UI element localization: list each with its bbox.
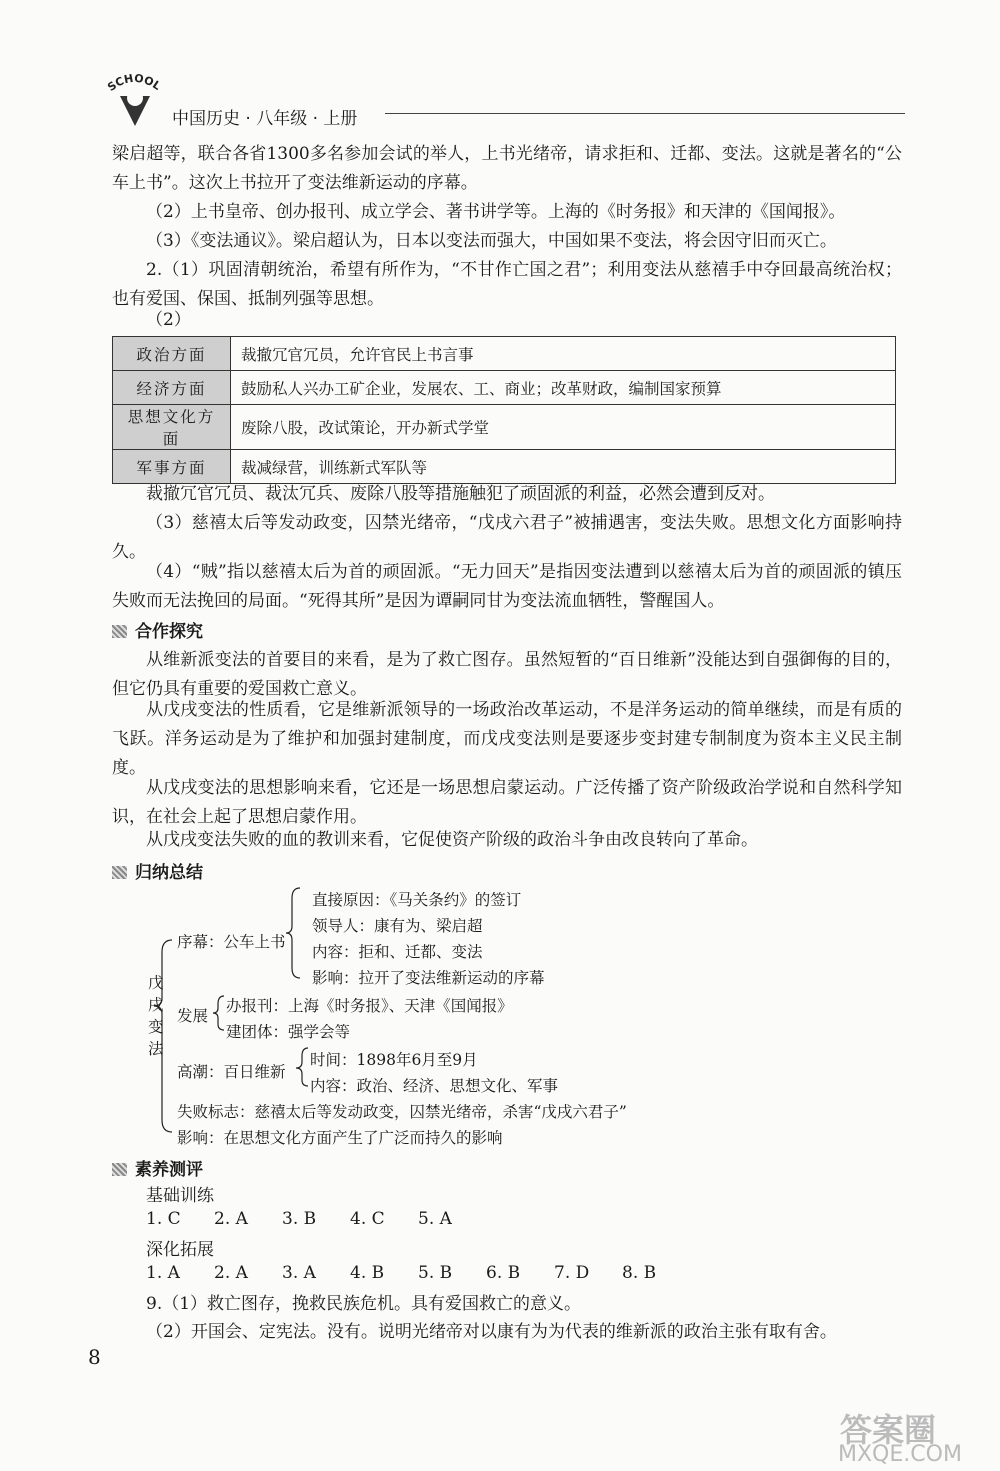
- summary-prelude: 序幕：公车上书: [177, 933, 286, 951]
- answer-item: 5. A: [418, 1209, 452, 1229]
- summary-climax: 高潮：百日维新: [177, 1063, 286, 1081]
- basic-answers: [146, 1209, 486, 1229]
- content-cell: 裁减绿营，训练新式军队等: [231, 450, 896, 484]
- cooperate-paragraph: 从戊戌变法的性质看，它是维新派领导的一场政治改革运动，不是洋务运动的简单继续，而是有质的飞跃。洋务运动是为了维护和加强封建制度，而戊戌变法则是要逐步变封建专制制度为资本主义民主制度。: [112, 700, 902, 778]
- table-row: [113, 405, 896, 450]
- summary-develop-item: 办报刊：上海《时务报》、天津《国闻报》: [226, 997, 513, 1015]
- summary-impact: 影响：在思想文化方面产生了广泛而持久的影响: [177, 1129, 503, 1147]
- section-marker-icon: [112, 625, 127, 638]
- aspect-cell: 政治方面: [113, 337, 231, 371]
- logo-text: SCHOOL: [105, 74, 164, 94]
- summary-develop: 发展: [177, 1007, 209, 1025]
- answer-paragraph: （3）慈禧太后等发动政变，囚禁光绪帝，“戊戌六君子”被捕遇害，变法失败。思想文化方面影响持久。: [112, 513, 902, 562]
- content-cell: 鼓励私人兴办工矿企业，发展农、工、商业；改革财政，编制国家预算: [231, 371, 896, 405]
- summary-climax-item: 时间：1898年6月至9月: [310, 1051, 478, 1069]
- content-cell: 废除八股，改试策论，开办新式学堂: [231, 405, 896, 450]
- summary-prelude-item: 内容：拒和、迁都、变法: [312, 943, 483, 961]
- table-row: [113, 450, 896, 484]
- answer-item: 1. A: [146, 1263, 180, 1283]
- summary-develop-item: 建团体：强学会等: [226, 1023, 351, 1041]
- answer-item: 6. B: [486, 1263, 521, 1283]
- answer-paragraph: 裁撤冗官冗员、裁汰冗兵、废除八股等措施触犯了顽固派的利益，必然会遭到反对。: [146, 484, 775, 504]
- page-header-title: 中国历史 · 八年级 · 上册: [172, 109, 358, 129]
- header-rule: [385, 113, 905, 114]
- page-number: 8: [88, 1345, 101, 1369]
- summary-prelude-item: 领导人：康有为、梁启超: [312, 917, 483, 935]
- summary-prelude-item: 影响：拉开了变法维新运动的序幕: [312, 969, 545, 987]
- cooperate-paragraph: 从戊戌变法失败的血的教训来看，它促使资产阶级的政治斗争由改良转向了革命。: [146, 830, 758, 850]
- table-row: [113, 371, 896, 405]
- summary-root: 戊戌变法: [148, 974, 164, 1058]
- answer-paragraph: （3）《变法通议》。梁启超认为，日本以变法而强大，中国如果不变法，将会因守旧而灭亡。: [146, 231, 837, 251]
- answer-item: 4. B: [350, 1263, 385, 1283]
- answer-item: 8. B: [622, 1263, 657, 1283]
- answer-paragraph: （2）开国会、定宪法。没有。说明光绪帝对以康有为为代表的维新派的政治主张有取有舍。: [146, 1322, 837, 1342]
- cooperate-paragraph: 从维新派变法的首要目的来看，是为了救亡图存。虽然短暂的“百日维新”没能达到自强御侮的目的，但它仍具有重要的爱国救亡意义。: [112, 650, 902, 699]
- summary-failure: 失败标志：慈禧太后等发动政变，囚禁光绪帝，杀害“戊戌六君子”: [177, 1103, 627, 1121]
- answer-item: 3. A: [282, 1263, 316, 1283]
- answer-item: 3. B: [282, 1209, 317, 1229]
- answer-item: 2. A: [214, 1209, 248, 1229]
- section-marker-icon: [112, 1163, 127, 1176]
- summary-climax-item: 内容：政治、经济、思想文化、军事: [310, 1077, 559, 1095]
- answer-paragraph: （2）上书皇帝、创办报刊、成立学会、著书讲学等。上海的《时务报》和天津的《国闻报》。: [146, 202, 846, 222]
- answer-item: 4. C: [350, 1209, 385, 1229]
- deep-expansion-title: 深化拓展: [146, 1240, 214, 1260]
- answer-item: 5. B: [418, 1263, 453, 1283]
- aspect-cell: 经济方面: [113, 371, 231, 405]
- answer-paragraph: 2.（1）巩固清朝统治，希望有所作为，“不甘作亡国之君”；利用变法从慈禧手中夺回最高统治权；也有爱国、保国、抵制列强等思想。: [112, 260, 902, 309]
- reform-measures-table: [112, 336, 896, 484]
- aspect-cell: 思想文化方面: [113, 405, 231, 450]
- table-row: [113, 337, 896, 371]
- answer-item: 7. D: [554, 1263, 590, 1283]
- basic-training-title: 基础训练: [146, 1186, 214, 1206]
- deep-answers: [146, 1263, 690, 1283]
- content-cell: 裁撤冗官冗员，允许官民上书言事: [231, 337, 896, 371]
- section-heading-assessment: 素养测评: [112, 1155, 203, 1180]
- watermark-url: MXQE.COM: [838, 1442, 962, 1467]
- answer-item: 2. A: [214, 1263, 248, 1283]
- section-heading-summary: 归纳总结: [112, 858, 203, 883]
- answer-paragraph: （4）“贼”指以慈禧太后为首的顽固派。“无力回天”是指因变法遭到以慈禧太后为首的顽固派的镇压失败而无法挽回的局面。“死得其所”是因为谭嗣同甘为变法流血牺牲，警醒国人。: [112, 562, 902, 611]
- answer-paragraph: 9.（1）救亡图存，挽救民族危机。具有爱国救亡的意义。: [146, 1294, 582, 1314]
- school-logo: [100, 74, 170, 136]
- answer-paragraph: 梁启超等，联合各省1300多名参加会试的举人，上书光绪帝，请求拒和、迁都、变法。这就是著名的“公车上书”。这次上书拉开了变法维新运动的序幕。: [112, 144, 902, 193]
- section-heading-cooperate: 合作探究: [112, 617, 203, 642]
- aspect-cell: 军事方面: [113, 450, 231, 484]
- answer-item: 1. C: [146, 1209, 181, 1229]
- answer-paragraph: （2）: [146, 310, 191, 330]
- section-marker-icon: [112, 866, 127, 879]
- watermark-logo: 答案圈: [840, 1411, 937, 1449]
- summary-prelude-item: 直接原因：《马关条约》的签订: [312, 891, 522, 909]
- cooperate-paragraph: 从戊戌变法的思想影响来看，它还是一场思想启蒙运动。广泛传播了资产阶级政治学说和自然科学知识，在社会上起了思想启蒙作用。: [112, 778, 902, 827]
